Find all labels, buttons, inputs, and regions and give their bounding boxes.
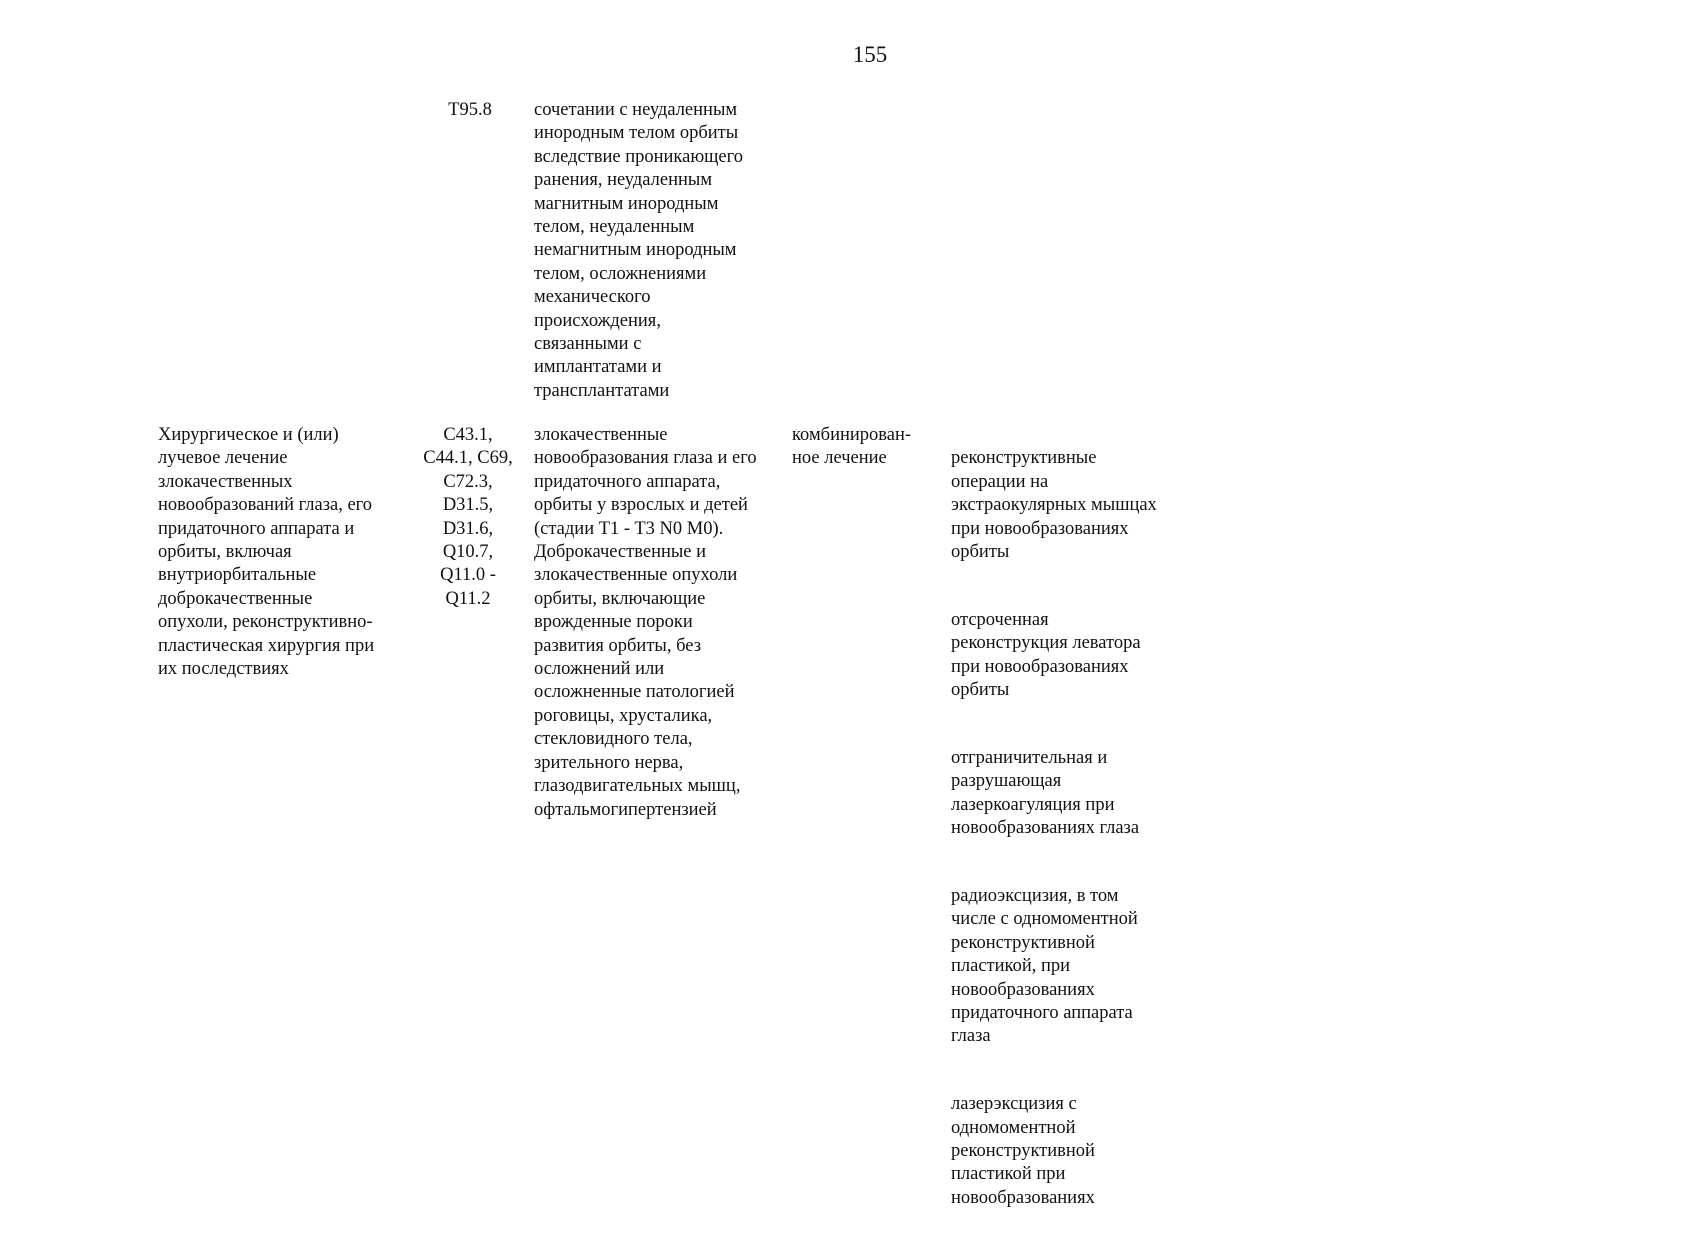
method-item: лазерэксцизия с одномоментной реконструктивной пластикой при новообразованиях bbox=[951, 1094, 1095, 1208]
main-row-description: злокачественные новообразования глаза и его придаточного аппарата, орбиты у взрослых и детей (стадии T1 - T3 N0 M0). Доброкачественные и злокачественные опухоли орбиты, включающие врожденные пороки развития орбиты, без осложнений или осложненные патологией роговицы, хрусталика, стекловидного тела, зрительного нерва, глазодвигательных мышц, офтальмогипертензией bbox=[534, 425, 757, 820]
method-item: отсроченная реконструкция леватора при новообразованиях орбиты bbox=[951, 609, 1141, 701]
top-row-codes: T95.8 bbox=[448, 100, 492, 120]
main-row-name: Хирургическое и (или) лучевое лечение злокачественных новообразований глаза, его придаточного аппарата и орбиты, включая внутриорбитальные доброкачественные опухоли, реконструктивно- пластическая хирургия при их последствиях bbox=[158, 425, 375, 680]
main-row-methods bbox=[951, 424, 1211, 1255]
main-row-treatment-type: комбинирован- ное лечение bbox=[792, 425, 912, 469]
top-row-description: сочетании с неудаленным инородным телом орбиты вследствие проникающего ранения, неудаленным магнитным инородным телом, неудаленным немагнитным инородным телом, осложнениями механического происхождения, связанными с имплантатами и трансплантатами bbox=[534, 100, 743, 401]
method-item: отграничительная и разрушающая лазеркоагуляция при новообразованиях глаза bbox=[951, 747, 1140, 839]
page-number: 155 bbox=[852, 42, 888, 67]
main-row-codes: C43.1, C44.1, C69, C72.3, D31.5, D31.6, Q10.7, Q11.0 - Q11.2 bbox=[423, 425, 513, 609]
method-item: радиоэксцизия, в том числе с одномоментной реконструктивной пластикой, при новообразованиях придаточного аппарата глаза bbox=[951, 885, 1138, 1047]
method-item: реконструктивные операции на экстраокулярных мышцах при новообразованиях орбиты bbox=[951, 448, 1157, 563]
